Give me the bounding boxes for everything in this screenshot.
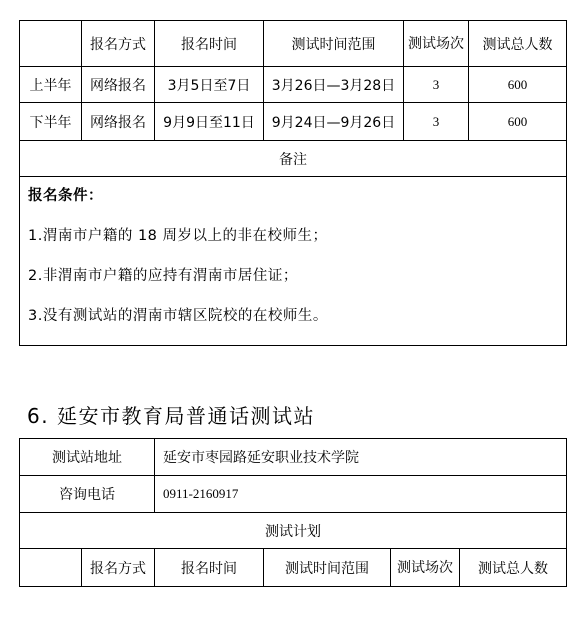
table-header-row <box>20 549 567 587</box>
address-row <box>20 439 567 476</box>
row-signup-time: 9月9日至11日 <box>155 103 264 141</box>
header-cell-total: 测试总人数 <box>469 21 567 67</box>
notes-cell <box>20 177 567 346</box>
row-method: 网络报名 <box>82 67 155 103</box>
row-total: 600 <box>469 103 567 141</box>
row-period: 下半年 <box>20 103 82 141</box>
header-cell-signup-time: 报名时间 <box>155 21 264 67</box>
header-cell-method: 报名方式 <box>82 549 155 587</box>
address-value: 延安市枣园路延安职业技术学院 <box>155 439 567 476</box>
notes-title: 报名条件： <box>28 188 103 204</box>
row-sessions: 3 <box>404 103 469 141</box>
row-sessions: 3 <box>404 67 469 103</box>
table-header-row <box>20 21 567 67</box>
note-item: 1.渭南市户籍的 18 周岁以上的非在校师生； <box>28 228 328 244</box>
header-cell-test-range: 测试时间范围 <box>264 549 391 587</box>
header-cell-sessions: 测试场次 <box>391 549 460 587</box>
row-period: 上半年 <box>20 67 82 103</box>
test-schedule-table-weinan <box>19 20 567 346</box>
phone-label: 咨询电话 <box>20 476 155 513</box>
phone-value: 0911-2160917 <box>155 476 567 513</box>
plan-label: 测试计划 <box>20 513 567 549</box>
row-signup-time: 3月5日至7日 <box>155 67 264 103</box>
table-row <box>20 67 567 103</box>
remarks-row <box>20 141 567 177</box>
row-test-range: 3月26日—3月28日 <box>264 67 404 103</box>
table-row <box>20 103 567 141</box>
address-label: 测试站地址 <box>20 439 155 476</box>
remarks-label: 备注 <box>20 141 567 177</box>
row-test-range: 9月24日—9月26日 <box>264 103 404 141</box>
note-item: 3.没有测试站的渭南市辖区院校的在校师生。 <box>28 308 328 324</box>
header-cell-signup-time: 报名时间 <box>155 549 264 587</box>
note-item: 2.非渭南市户籍的应持有渭南市居住证； <box>28 268 298 284</box>
row-method: 网络报名 <box>82 103 155 141</box>
header-cell-blank <box>20 21 82 67</box>
header-cell-blank <box>20 549 82 587</box>
section-heading: 6. 延安市教育局普通话测试站 <box>27 404 315 428</box>
header-cell-sessions: 测试场次 <box>404 21 469 67</box>
row-total: 600 <box>469 67 567 103</box>
phone-row <box>20 476 567 513</box>
test-station-table-yanan <box>19 438 567 587</box>
header-cell-total: 测试总人数 <box>460 549 567 587</box>
plan-row <box>20 513 567 549</box>
header-cell-test-range: 测试时间范围 <box>264 21 404 67</box>
header-cell-method: 报名方式 <box>82 21 155 67</box>
notes-row <box>20 177 567 346</box>
